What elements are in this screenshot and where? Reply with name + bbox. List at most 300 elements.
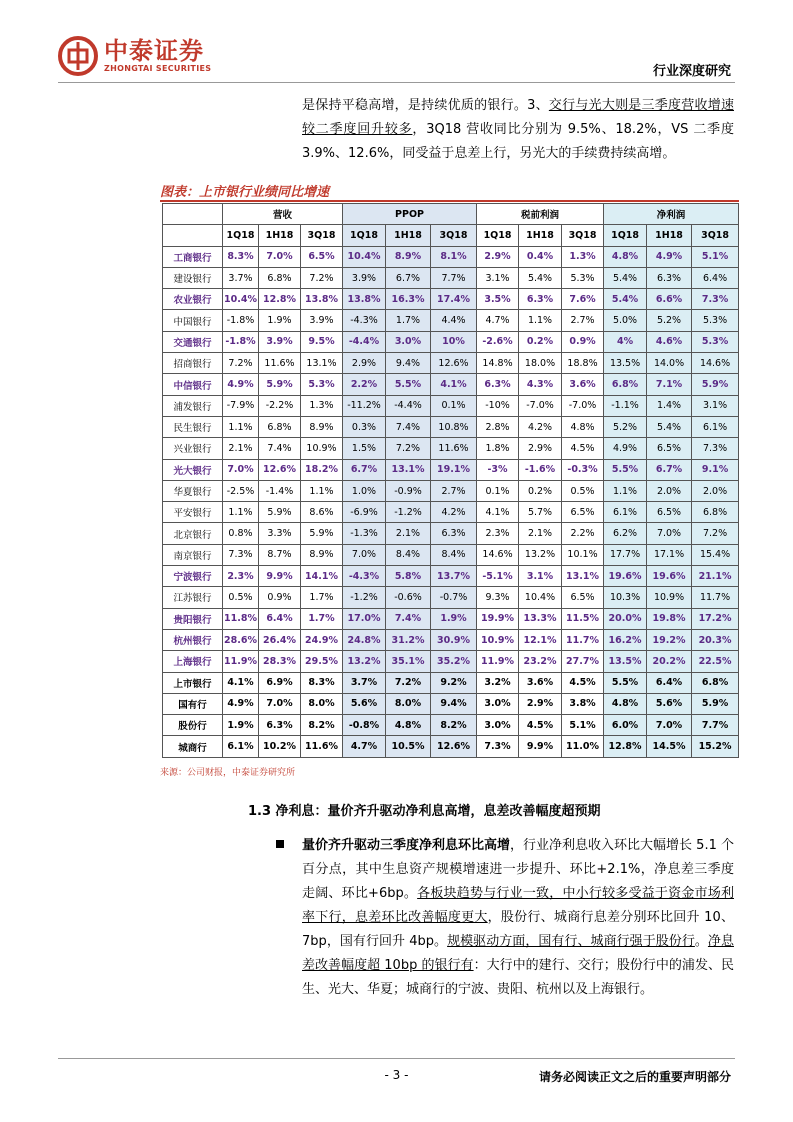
bank-name: 上海银行 xyxy=(163,651,223,672)
table-cell: 10% xyxy=(431,331,477,352)
table-cell: 13.3% xyxy=(519,608,562,629)
table-cell: 7.2% xyxy=(301,267,343,288)
para-text-1: ，行业净利息收入环比大幅增长 5.1 个百分点，其中生息资产规模增速进一步提升、环比+2.1%，净息差三季度走阔、环比+6bp。 xyxy=(302,838,734,901)
table-cell: 7.3% xyxy=(223,544,259,565)
group-header: 净利润 xyxy=(604,204,739,225)
table-cell: 3.1% xyxy=(477,267,519,288)
table-cell: 4.1% xyxy=(431,374,477,395)
table-cell: 5.1% xyxy=(562,715,604,736)
table-cell: -4.3% xyxy=(343,566,386,587)
table-cell: 3.0% xyxy=(477,715,519,736)
bank-name: 工商银行 xyxy=(163,246,223,267)
table-cell: 2.7% xyxy=(562,310,604,331)
bank-name: 南京银行 xyxy=(163,544,223,565)
table-cell: 8.2% xyxy=(431,715,477,736)
table-row xyxy=(163,672,739,693)
table-row xyxy=(163,267,739,288)
table-cell: 1.0% xyxy=(343,480,386,501)
table-cell: 6.3% xyxy=(477,374,519,395)
table-cell: 2.8% xyxy=(477,416,519,437)
table-cell: 9.4% xyxy=(431,693,477,714)
bank-name: 股份行 xyxy=(163,715,223,736)
table-cell: -1.4% xyxy=(259,480,301,501)
table-cell: 8.9% xyxy=(301,544,343,565)
table-cell: 8.9% xyxy=(301,416,343,437)
table-cell: 13.5% xyxy=(604,651,647,672)
table-cell: 8.6% xyxy=(301,502,343,523)
logo-cn: 中泰证券 xyxy=(104,37,204,65)
table-cell: 6.7% xyxy=(386,267,431,288)
bank-name: 中信银行 xyxy=(163,374,223,395)
table-cell: 2.1% xyxy=(223,438,259,459)
table-cell: 0.1% xyxy=(477,480,519,501)
table-cell: 17.0% xyxy=(343,608,386,629)
table-cell: 13.7% xyxy=(431,566,477,587)
table-title: 图表：上市银行业绩同比增速 xyxy=(160,185,330,200)
table-cell: 4.1% xyxy=(477,502,519,523)
table-cell: 3.7% xyxy=(223,267,259,288)
table-cell: 17.1% xyxy=(647,544,692,565)
table-cell: 4.5% xyxy=(562,438,604,459)
table-cell: 7.3% xyxy=(477,736,519,757)
table-cell: 5.6% xyxy=(343,693,386,714)
table-cell: 10.1% xyxy=(562,544,604,565)
bank-name: 国有行 xyxy=(163,693,223,714)
table-cell: 10.4% xyxy=(519,587,562,608)
table-cell: 0.8% xyxy=(223,523,259,544)
bank-name: 江苏银行 xyxy=(163,587,223,608)
table-cell: -11.2% xyxy=(343,395,386,416)
table-cell: -3% xyxy=(477,459,519,480)
table-cell: 1.9% xyxy=(223,715,259,736)
table-cell: 4.8% xyxy=(386,715,431,736)
table-cell: 1.4% xyxy=(647,395,692,416)
table-cell: 1.1% xyxy=(223,502,259,523)
table-cell: 20.2% xyxy=(647,651,692,672)
table-cell: -4.3% xyxy=(343,310,386,331)
table-cell: 5.3% xyxy=(692,310,739,331)
period-header: 1Q18 xyxy=(604,225,647,246)
table-cell: 3.5% xyxy=(477,289,519,310)
table-cell: 6.1% xyxy=(692,416,739,437)
table-row xyxy=(163,629,739,650)
table-cell: 9.3% xyxy=(477,587,519,608)
table-cell: 14.8% xyxy=(477,353,519,374)
table-cell: 10.5% xyxy=(386,736,431,757)
zhongtai-logo-icon xyxy=(58,36,98,76)
table-row xyxy=(163,310,739,331)
table-row xyxy=(163,502,739,523)
table-cell: 30.9% xyxy=(431,629,477,650)
table-cell: -0.3% xyxy=(562,459,604,480)
table-cell: 2.3% xyxy=(223,566,259,587)
period-header: 1Q18 xyxy=(223,225,259,246)
table-cell: 1.7% xyxy=(386,310,431,331)
table-cell: 13.2% xyxy=(343,651,386,672)
table-cell: 5.4% xyxy=(519,267,562,288)
table-cell: 19.6% xyxy=(604,566,647,587)
table-cell: 5.9% xyxy=(692,693,739,714)
table-cell: 5.5% xyxy=(386,374,431,395)
table-cell: 6.8% xyxy=(604,374,647,395)
bullet-icon xyxy=(276,840,284,848)
table-cell: -1.2% xyxy=(343,587,386,608)
table-cell: 3.2% xyxy=(477,672,519,693)
table-cell: -1.3% xyxy=(343,523,386,544)
table-cell: 9.9% xyxy=(519,736,562,757)
table-cell: 8.3% xyxy=(223,246,259,267)
table-cell: 4.5% xyxy=(562,672,604,693)
table-cell: -7.0% xyxy=(519,395,562,416)
table-cell: 11.6% xyxy=(431,438,477,459)
table-cell: 6.8% xyxy=(259,416,301,437)
bank-growth-table xyxy=(162,203,739,758)
table-cell: 16.2% xyxy=(604,629,647,650)
table-cell: 6.5% xyxy=(301,246,343,267)
bank-name: 宁波银行 xyxy=(163,566,223,587)
table-cell: 15.4% xyxy=(692,544,739,565)
table-cell: 12.8% xyxy=(259,289,301,310)
table-cell: 22.5% xyxy=(692,651,739,672)
table-cell: 1.1% xyxy=(223,416,259,437)
table-cell: 17.7% xyxy=(604,544,647,565)
table-cell: 5.0% xyxy=(604,310,647,331)
table-cell: 8.0% xyxy=(301,693,343,714)
bank-name: 平安银行 xyxy=(163,502,223,523)
table-cell: 6.1% xyxy=(223,736,259,757)
table-cell: 4.4% xyxy=(431,310,477,331)
table-cell: 5.6% xyxy=(647,693,692,714)
table-cell: 10.9% xyxy=(647,587,692,608)
table-cell: 5.7% xyxy=(519,502,562,523)
table-cell: -0.6% xyxy=(386,587,431,608)
table-cell: -1.6% xyxy=(519,459,562,480)
table-cell: 5.1% xyxy=(692,246,739,267)
table-source: 来源：公司财报，中泰证券研究所 xyxy=(160,768,296,778)
table-cell: 7.3% xyxy=(692,438,739,459)
para-underline-1: 各板块趋势与行业一致，中小行较多受益于资金市场利率下行，息差环比改善幅度更大 xyxy=(302,886,734,925)
table-cell: 18.2% xyxy=(301,459,343,480)
intro-paragraph xyxy=(302,94,734,166)
table-cell: 6.2% xyxy=(604,523,647,544)
table-cell: 9.5% xyxy=(301,331,343,352)
table-cell: 6.7% xyxy=(343,459,386,480)
table-row xyxy=(163,587,739,608)
period-header: 1Q18 xyxy=(343,225,386,246)
table-cell: 3.0% xyxy=(477,693,519,714)
table-cell: 7.2% xyxy=(386,438,431,459)
table-cell: 5.9% xyxy=(259,502,301,523)
table-cell: 20.0% xyxy=(604,608,647,629)
bank-name: 城商行 xyxy=(163,736,223,757)
table-cell: 2.1% xyxy=(386,523,431,544)
group-header: 税前利润 xyxy=(477,204,604,225)
table-cell: 7.0% xyxy=(259,693,301,714)
table-cell: 7.0% xyxy=(259,246,301,267)
table-cell: 11.7% xyxy=(562,629,604,650)
table-cell: 7.7% xyxy=(431,267,477,288)
table-cell: 6.5% xyxy=(647,438,692,459)
table-cell: 5.3% xyxy=(692,331,739,352)
table-cell: 4.3% xyxy=(519,374,562,395)
table-cell: 35.1% xyxy=(386,651,431,672)
table-cell: -0.9% xyxy=(386,480,431,501)
table-cell: 12.8% xyxy=(604,736,647,757)
table-cell: 2.0% xyxy=(647,480,692,501)
table-cell: 3.6% xyxy=(562,374,604,395)
bank-name: 上市银行 xyxy=(163,672,223,693)
period-header: 3Q18 xyxy=(692,225,739,246)
table-cell: 3.1% xyxy=(692,395,739,416)
table-cell: 13.8% xyxy=(301,289,343,310)
table-cell: 0.2% xyxy=(519,331,562,352)
table-cell: 23.2% xyxy=(519,651,562,672)
table-cell: 4.8% xyxy=(562,416,604,437)
table-cell: 7.4% xyxy=(386,416,431,437)
bank-name: 农业银行 xyxy=(163,289,223,310)
table-cell: 0.5% xyxy=(223,587,259,608)
table-cell: 4.9% xyxy=(604,438,647,459)
table-cell: 1.1% xyxy=(519,310,562,331)
intro-underline: 交行与光大则是三季度营收增速较二季度回升较多 xyxy=(302,98,734,137)
table-row xyxy=(163,438,739,459)
table-row xyxy=(163,715,739,736)
page-number: - 3 - xyxy=(384,1068,409,1082)
table-cell: 2.9% xyxy=(343,353,386,374)
table-cell: 3.7% xyxy=(343,672,386,693)
table-cell: 19.1% xyxy=(431,459,477,480)
table-cell: 19.9% xyxy=(477,608,519,629)
table-cell: 8.1% xyxy=(431,246,477,267)
table-cell: 14.0% xyxy=(647,353,692,374)
table-cell: 1.3% xyxy=(301,395,343,416)
table-cell: 11.7% xyxy=(692,587,739,608)
table-cell: 3.3% xyxy=(259,523,301,544)
table-cell: 13.1% xyxy=(386,459,431,480)
table-cell: 12.1% xyxy=(519,629,562,650)
period-header: 1H18 xyxy=(647,225,692,246)
table-cell: 16.3% xyxy=(386,289,431,310)
table-cell: 0.9% xyxy=(562,331,604,352)
table-cell: 7.2% xyxy=(692,523,739,544)
table-row xyxy=(163,374,739,395)
table-cell: 6.8% xyxy=(692,672,739,693)
table-cell: 5.3% xyxy=(562,267,604,288)
table-cell: 6.5% xyxy=(562,502,604,523)
table-row xyxy=(163,246,739,267)
table-cell: 4.7% xyxy=(343,736,386,757)
bank-name: 浦发银行 xyxy=(163,395,223,416)
table-row xyxy=(163,331,739,352)
table-cell: 8.3% xyxy=(301,672,343,693)
table-cell: 6.9% xyxy=(259,672,301,693)
period-header: 3Q18 xyxy=(301,225,343,246)
table-cell: 2.1% xyxy=(519,523,562,544)
group-header: 营收 xyxy=(223,204,343,225)
table-cell: 2.9% xyxy=(519,438,562,459)
table-cell: 7.2% xyxy=(386,672,431,693)
table-cell: 6.8% xyxy=(692,502,739,523)
table-cell: -1.2% xyxy=(386,502,431,523)
table-cell: 7.6% xyxy=(562,289,604,310)
table-cell: 5.4% xyxy=(604,289,647,310)
table-cell: 1.9% xyxy=(431,608,477,629)
table-cell: 10.8% xyxy=(431,416,477,437)
table-cell: 14.1% xyxy=(301,566,343,587)
period-header: 1H18 xyxy=(519,225,562,246)
table-cell: 29.5% xyxy=(301,651,343,672)
table-cell: 6.8% xyxy=(259,267,301,288)
table-cell: 3.9% xyxy=(343,267,386,288)
table-cell: 24.8% xyxy=(343,629,386,650)
table-cell: 6.6% xyxy=(647,289,692,310)
table-cell: 4% xyxy=(604,331,647,352)
table-cell: 18.0% xyxy=(519,353,562,374)
table-cell: 5.2% xyxy=(604,416,647,437)
table-cell: 9.9% xyxy=(259,566,301,587)
table-row xyxy=(163,480,739,501)
table-cell: -1.1% xyxy=(604,395,647,416)
table-cell: -2.6% xyxy=(477,331,519,352)
table-cell: 1.1% xyxy=(604,480,647,501)
table-cell: 24.9% xyxy=(301,629,343,650)
table-cell: 11.6% xyxy=(259,353,301,374)
table-cell: 8.0% xyxy=(386,693,431,714)
table-cell: 20.3% xyxy=(692,629,739,650)
table-cell: 5.3% xyxy=(301,374,343,395)
footer-divider xyxy=(58,1058,735,1059)
table-cell: 0.4% xyxy=(519,246,562,267)
table-cell: 4.8% xyxy=(604,693,647,714)
table-cell: 4.9% xyxy=(223,374,259,395)
table-cell: 9.1% xyxy=(692,459,739,480)
table-cell: 12.6% xyxy=(431,353,477,374)
table-row xyxy=(163,416,739,437)
table-cell: -7.9% xyxy=(223,395,259,416)
table-cell: 5.9% xyxy=(301,523,343,544)
table-row xyxy=(163,353,739,374)
body-paragraph xyxy=(302,834,734,1002)
table-cell: 2.2% xyxy=(562,523,604,544)
report-type: 行业深度研究 xyxy=(652,64,731,79)
table-cell: 4.6% xyxy=(647,331,692,352)
table-cell: 2.2% xyxy=(343,374,386,395)
table-cell: 19.8% xyxy=(647,608,692,629)
bank-name: 北京银行 xyxy=(163,523,223,544)
table-cell: 3.6% xyxy=(519,672,562,693)
period-header: 1Q18 xyxy=(477,225,519,246)
table-cell: 7.0% xyxy=(223,459,259,480)
table-cell: 11.8% xyxy=(223,608,259,629)
table-cell: 1.3% xyxy=(562,246,604,267)
table-cell: 11.5% xyxy=(562,608,604,629)
table-cell: -1.8% xyxy=(223,310,259,331)
table-cell: 4.2% xyxy=(519,416,562,437)
table-cell: 8.9% xyxy=(386,246,431,267)
table-cell: 2.9% xyxy=(519,693,562,714)
table-cell: 7.3% xyxy=(692,289,739,310)
table-cell: -2.2% xyxy=(259,395,301,416)
table-cell: 0.2% xyxy=(519,480,562,501)
table-cell: 13.2% xyxy=(519,544,562,565)
table-cell: 0.5% xyxy=(562,480,604,501)
table-cell: 4.8% xyxy=(604,246,647,267)
period-header: 1H18 xyxy=(259,225,301,246)
para-underline-2: 规模驱动方面，国有行、城商行强于股份行 xyxy=(447,934,695,949)
table-cell: 8.2% xyxy=(301,715,343,736)
table-cell: 10.9% xyxy=(477,629,519,650)
disclaimer-notice: 请务必阅读正文之后的重要声明部分 xyxy=(538,1070,731,1084)
table-cell: 6.4% xyxy=(259,608,301,629)
table-cell: 6.7% xyxy=(647,459,692,480)
header-divider xyxy=(58,82,735,83)
table-cell: 0.1% xyxy=(431,395,477,416)
table-cell: -10% xyxy=(477,395,519,416)
bank-name: 兴业银行 xyxy=(163,438,223,459)
table-cell: 12.6% xyxy=(431,736,477,757)
table-cell: 28.6% xyxy=(223,629,259,650)
table-cell: 4.1% xyxy=(223,672,259,693)
table-cell: 9.2% xyxy=(431,672,477,693)
table-row xyxy=(163,651,739,672)
table-cell: 13.1% xyxy=(301,353,343,374)
table-cell: -0.7% xyxy=(431,587,477,608)
period-header: 3Q18 xyxy=(431,225,477,246)
table-cell: 6.1% xyxy=(604,502,647,523)
table-cell: 15.2% xyxy=(692,736,739,757)
table-cell: 6.0% xyxy=(604,715,647,736)
table-cell: 4.5% xyxy=(519,715,562,736)
table-cell: 0.3% xyxy=(343,416,386,437)
table-cell: 3.9% xyxy=(301,310,343,331)
table-cell: 4.9% xyxy=(647,246,692,267)
table-cell: 1.8% xyxy=(477,438,519,459)
bank-name: 交通银行 xyxy=(163,331,223,352)
table-cell: 11.9% xyxy=(223,651,259,672)
table-cell: 8.4% xyxy=(431,544,477,565)
table-cell: 5.5% xyxy=(604,672,647,693)
para-text-3: 。 xyxy=(694,934,708,949)
table-row xyxy=(163,395,739,416)
table-cell: 19.2% xyxy=(647,629,692,650)
table-cell: 0.9% xyxy=(259,587,301,608)
table-cell: -2.5% xyxy=(223,480,259,501)
table-cell: 14.6% xyxy=(477,544,519,565)
table-cell: 7.0% xyxy=(647,715,692,736)
table-cell: 2.7% xyxy=(431,480,477,501)
para-text-4: ：大行中的建行、交行；股份行中的浦发、民生、光大、华夏；城商行的宁波、贵阳、杭州以及上海银行。 xyxy=(302,958,734,997)
table-row xyxy=(163,544,739,565)
table-cell: 14.5% xyxy=(647,736,692,757)
table-cell: 3.8% xyxy=(562,693,604,714)
table-cell: 2.9% xyxy=(477,246,519,267)
table-cell: 13.8% xyxy=(343,289,386,310)
table-cell: -6.9% xyxy=(343,502,386,523)
bank-name: 民生银行 xyxy=(163,416,223,437)
table-cell: 4.9% xyxy=(223,693,259,714)
table-cell: 7.0% xyxy=(647,523,692,544)
table-cell: 1.1% xyxy=(301,480,343,501)
table-cell: 27.7% xyxy=(562,651,604,672)
bank-name: 建设银行 xyxy=(163,267,223,288)
table-cell: 1.9% xyxy=(259,310,301,331)
table-cell: 6.3% xyxy=(431,523,477,544)
logo-en: ZHONGTAI SECURITIES xyxy=(104,64,212,73)
table-corner xyxy=(163,225,223,246)
table-cell: 21.1% xyxy=(692,566,739,587)
table-cell: 1.7% xyxy=(301,608,343,629)
table-cell: -7.0% xyxy=(562,395,604,416)
